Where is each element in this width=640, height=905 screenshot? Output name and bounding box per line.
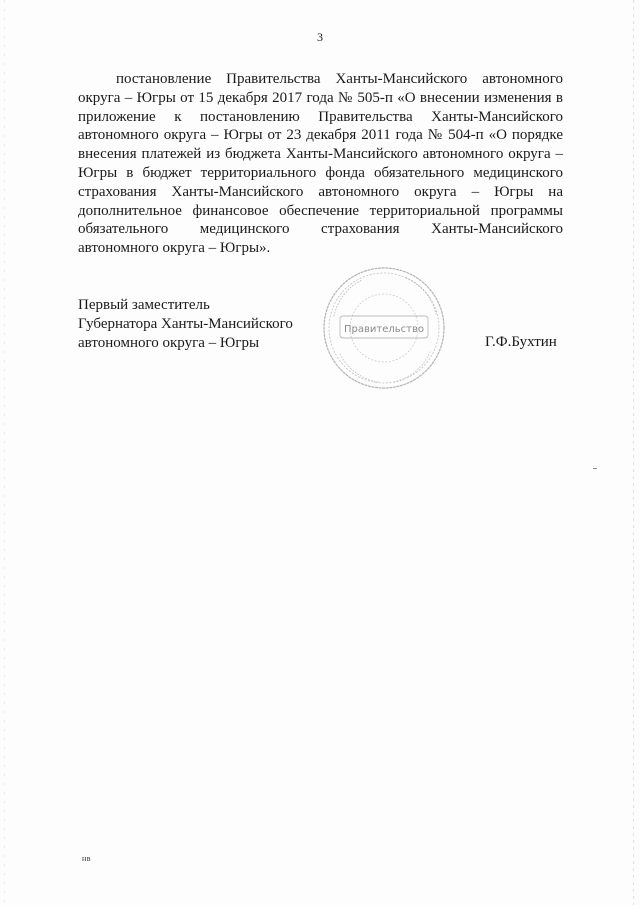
text-line: постановление Правительства Ханты-Мансийского автономного	[116, 71, 563, 87]
text-line: Югры в бюджет территориального фонда обязательного медицинского	[78, 164, 563, 181]
text-line: страхования Ханты-Мансийского автономного округа – Югры на	[78, 183, 563, 200]
text-line: обязательного медицинского страхования Ханты-Мансийского	[78, 221, 563, 238]
text-line: дополнительное финансовое обеспечение территориальной программы	[78, 202, 563, 219]
resolution-text	[78, 70, 563, 258]
footer-mark: нв	[82, 854, 92, 863]
signer-title	[78, 296, 293, 352]
text-line: приложение к постановлению Правительства Ханты-Мансийского	[78, 108, 563, 125]
page-number: 3	[317, 30, 323, 44]
signer-title-line: Первый заместитель	[78, 297, 210, 313]
scan-edge-right	[633, 0, 634, 905]
signer-title-line: автономного округа – Югры	[78, 334, 260, 351]
signer-title-line: Губернатора Ханты-Мансийского	[78, 315, 293, 332]
scan-edge-left	[4, 0, 5, 905]
signer-name: Г.Ф.Бухтин	[485, 334, 557, 350]
text-line: автономного округа – Югры от 23 декабря 2011 года № 504-п «О порядке	[78, 127, 563, 144]
text-line: внесения платежей из бюджета Ханты-Мансийского автономного округа –	[78, 146, 563, 163]
text-line: округа – Югры от 15 декабря 2017 года № 505-п «О внесении изменения в	[78, 89, 563, 106]
seal-text: Правительство	[344, 324, 424, 335]
text-line: автономного округа – Югры».	[78, 240, 271, 257]
margin-mark	[593, 468, 597, 469]
official-seal-icon	[318, 262, 450, 394]
